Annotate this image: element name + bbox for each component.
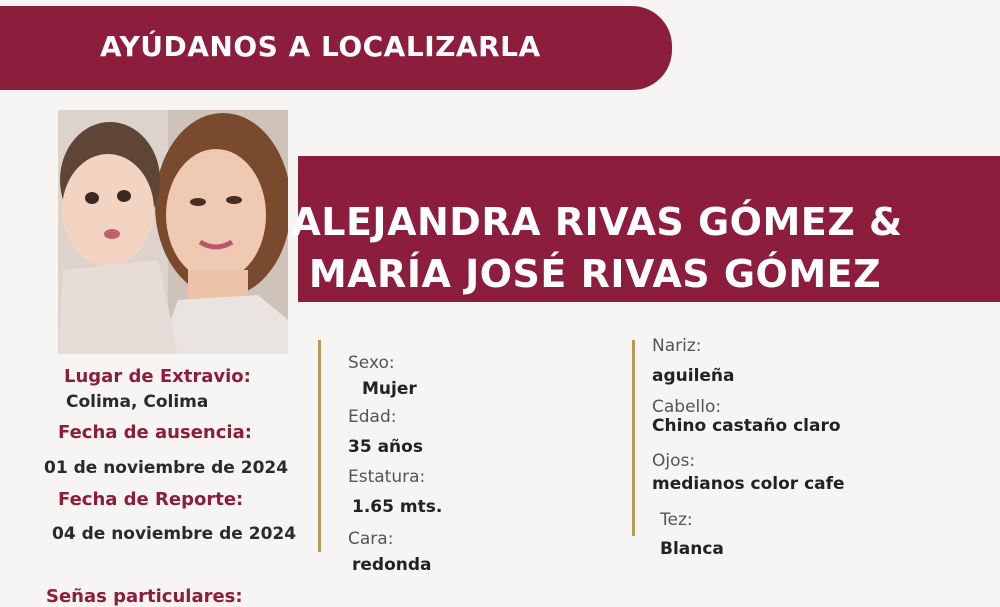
divider-col2 bbox=[632, 340, 635, 536]
cara-value: redonda bbox=[352, 555, 432, 575]
name-line-1: ALEJANDRA RIVAS GÓMEZ & bbox=[291, 200, 903, 244]
edad-label: Edad: bbox=[348, 407, 397, 427]
sexo-value: Mujer bbox=[362, 379, 417, 399]
reporte-value: 04 de noviembre de 2024 bbox=[52, 524, 297, 544]
tez-label: Tez: bbox=[660, 510, 693, 530]
ausencia-label: Fecha de ausencia: bbox=[58, 422, 252, 443]
divider-col1 bbox=[318, 340, 321, 552]
lugar-value: Colima, Colima bbox=[66, 392, 209, 412]
estatura-label: Estatura: bbox=[348, 467, 426, 487]
estatura-value: 1.65 mts. bbox=[352, 497, 443, 517]
lugar-label: Lugar de Extravio: bbox=[64, 366, 251, 387]
nariz-value: aguileña bbox=[652, 366, 735, 386]
cara-label: Cara: bbox=[348, 529, 394, 549]
header-title: AYÚDANOS A LOCALIZARLA bbox=[100, 30, 541, 63]
cabello-value: Chino castaño claro bbox=[652, 416, 841, 436]
edad-value: 35 años bbox=[348, 437, 423, 457]
ojos-value: medianos color cafe bbox=[652, 474, 845, 494]
sexo-label: Sexo: bbox=[348, 353, 395, 373]
senas-label: Señas particulares: bbox=[46, 586, 243, 607]
ausencia-value: 01 de noviembre de 2024 bbox=[44, 458, 289, 478]
ojos-label: Ojos: bbox=[652, 451, 696, 471]
name-line-2: MARÍA JOSÉ RIVAS GÓMEZ bbox=[308, 252, 882, 296]
tez-value: Blanca bbox=[660, 539, 724, 559]
cabello-label: Cabello: bbox=[652, 397, 722, 417]
header-banner bbox=[0, 6, 672, 90]
nariz-label: Nariz: bbox=[652, 336, 702, 356]
name-banner bbox=[291, 156, 1000, 302]
reporte-label: Fecha de Reporte: bbox=[58, 489, 244, 510]
